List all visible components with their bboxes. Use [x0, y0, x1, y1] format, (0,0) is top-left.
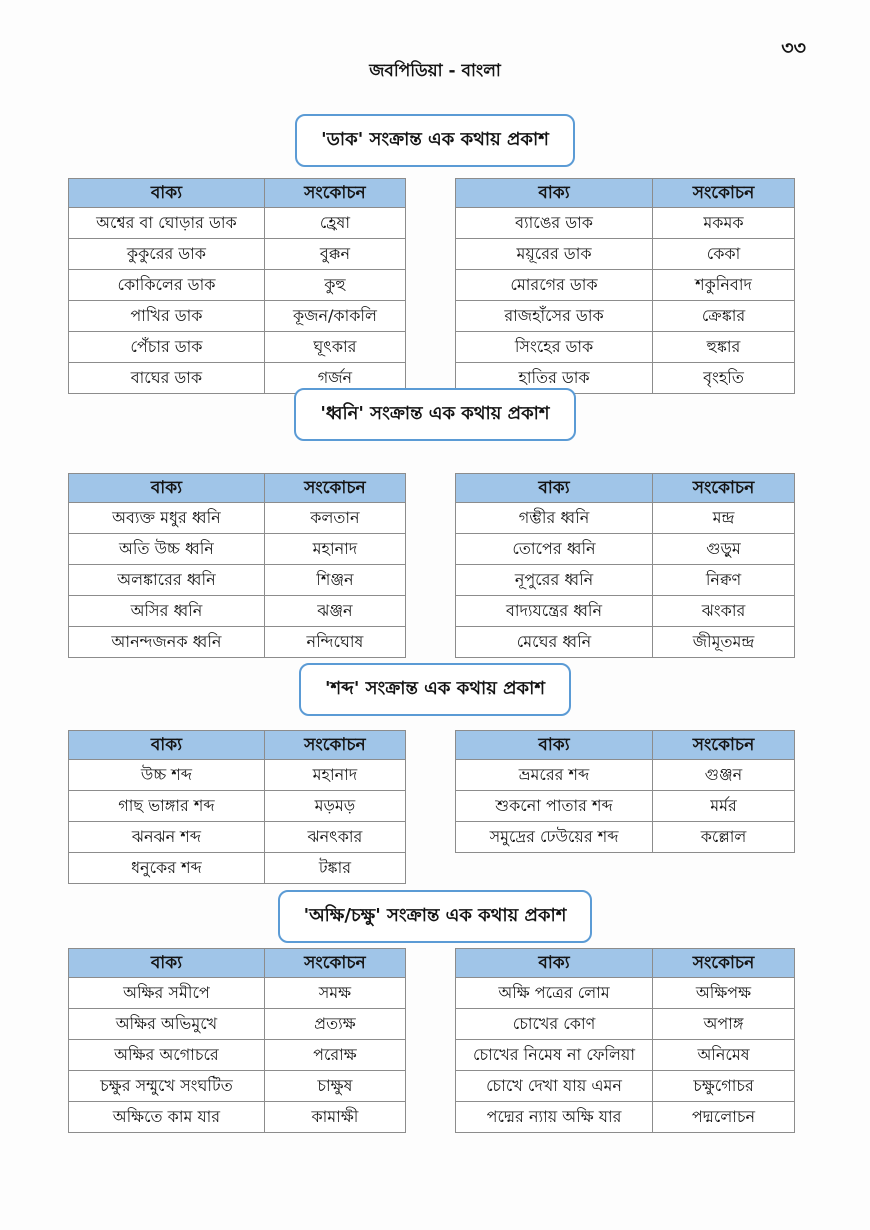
table-row [69, 207, 405, 238]
table-row [69, 1039, 405, 1070]
contraction-cell: গুড়ুম [652, 534, 794, 564]
table-header-row [69, 179, 405, 207]
sentence-cell: ময়ূরের ডাক [516, 244, 592, 264]
contraction-cell: মন্দ্র [652, 503, 794, 533]
table-row [69, 821, 405, 852]
table-header-row [456, 474, 794, 502]
table-row [456, 238, 794, 269]
section-dhwani-heading: 'ধ্বনি' সংক্রান্ত এক কথায় প্রকাশ [294, 388, 575, 441]
contraction-cell: চক্ষুগোচর [652, 1071, 794, 1101]
sentence-cell: গাছ ভাঙ্গার শব্দ [118, 796, 215, 816]
table-body [456, 977, 794, 1132]
dak-table-right [455, 178, 795, 394]
column-header-sentence: বাক্য [538, 477, 570, 498]
column-header-sentence: বাক্য [538, 734, 570, 755]
sentence-cell: চোখের নিমেষ না ফেলিয়া [473, 1045, 635, 1065]
contraction-cell: মড়মড় [264, 791, 405, 821]
table-row [456, 1101, 794, 1132]
contraction-cell: অনিমেষ [652, 1040, 794, 1070]
sentence-cell: অক্ষির সমীপে [123, 983, 210, 1003]
section-okkhi-heading: 'অক্ষি/চক্ষু' সংক্রান্ত এক কথায় প্রকাশ [278, 890, 593, 943]
table-body [456, 207, 794, 393]
contraction-cell: চাক্ষুষ [264, 1071, 405, 1101]
table-body [69, 502, 405, 657]
contraction-cell: ঝঞ্জন [264, 596, 405, 626]
contraction-cell: শকুনিবাদ [652, 270, 794, 300]
table-row [69, 1101, 405, 1132]
contraction-cell: জীমূতমন্দ্র [652, 627, 794, 657]
contraction-cell: পদ্মলোচন [652, 1102, 794, 1132]
table-row [69, 533, 405, 564]
table-row [69, 1070, 405, 1101]
section-dak-heading-row [0, 114, 870, 167]
contraction-cell: মকমক [652, 208, 794, 238]
contraction-cell: অক্ষিপক্ষ [652, 978, 794, 1008]
contraction-cell: কল্লোল [652, 822, 794, 852]
table-body [69, 977, 405, 1132]
column-header-sentence: বাক্য [150, 182, 183, 203]
sentence-cell: চক্ষুর সম্মুখে সংঘটিত [100, 1076, 233, 1096]
dhwani-table-right [455, 473, 795, 658]
sentence-cell: অক্ষি পত্রের লোম [498, 983, 610, 1003]
sentence-cell: আনন্দজনক ধ্বনি [111, 632, 222, 652]
section-dhwani-heading-row [0, 388, 870, 441]
sentence-cell: অতি উচ্চ ধ্বনি [119, 539, 214, 559]
sentence-cell: সমুদ্রের ঢেউয়ের শব্দ [489, 827, 619, 847]
sentence-cell: হাতির ডাক [518, 368, 590, 388]
doc-title: জবপিডিয়া - বাংলা [369, 61, 501, 81]
table-row [456, 595, 794, 626]
contraction-cell: মহানাদ [264, 760, 405, 790]
sentence-cell: শুকনো পাতার শব্দ [495, 796, 613, 816]
table-row [456, 1008, 794, 1039]
table-row [456, 533, 794, 564]
table-header-row [69, 474, 405, 502]
contraction-cell: গর্জন [264, 363, 405, 393]
shobdo-table-left [68, 730, 406, 884]
contraction-cell: পরোক্ষ [264, 1040, 405, 1070]
contraction-cell: কেকা [652, 239, 794, 269]
sentence-cell: পেঁচার ডাক [130, 337, 203, 357]
contraction-cell: বৃংহতি [652, 363, 794, 393]
table-header-row [456, 731, 794, 759]
column-header-contraction: সংকোচন [264, 474, 405, 502]
contraction-cell: কলতান [264, 503, 405, 533]
sentence-cell: কুকুরের ডাক [126, 244, 206, 264]
contraction-cell: হুঙ্কার [652, 332, 794, 362]
sentence-cell: সিংহের ডাক [514, 337, 594, 357]
table-header-row [69, 731, 405, 759]
column-header-contraction: সংকোচন [264, 949, 405, 977]
column-header-sentence: বাক্য [150, 952, 183, 973]
table-row [456, 1039, 794, 1070]
table-row [456, 331, 794, 362]
sentence-cell: ঝনঝন শব্দ [131, 827, 201, 847]
table-header-row [456, 179, 794, 207]
sentence-cell: অশ্বের বা ঘোড়ার ডাক [96, 213, 237, 233]
sentence-cell: অলঙ্কারের ধ্বনি [117, 570, 216, 590]
table-row [69, 238, 405, 269]
table-row [69, 790, 405, 821]
contraction-cell: কামাক্ষী [264, 1102, 405, 1132]
sentence-cell: অক্ষির অগোচরে [114, 1045, 219, 1065]
table-row [69, 564, 405, 595]
contraction-cell: শিঞ্জন [264, 565, 405, 595]
contraction-cell: কূজন/কাকলি [264, 301, 405, 331]
sentence-cell: চোখের কোণ [512, 1014, 596, 1034]
sentence-cell: গম্ভীর ধ্বনি [518, 508, 590, 528]
contraction-cell: অপাঙ্গ [652, 1009, 794, 1039]
dak-table-left [68, 178, 406, 394]
contraction-cell: ঝনৎকার [264, 822, 405, 852]
contraction-cell: গুঞ্জন [652, 760, 794, 790]
table-row [456, 626, 794, 657]
column-header-contraction: সংকোচন [652, 179, 794, 207]
contraction-cell: প্রত্যক্ষ [264, 1009, 405, 1039]
table-row [69, 595, 405, 626]
sentence-cell: কোকিলের ডাক [117, 275, 216, 295]
table-row [69, 300, 405, 331]
table-row [69, 331, 405, 362]
contraction-cell: হ্রেষা [264, 208, 405, 238]
sentence-cell: বাদ্যযন্ত্রের ধ্বনি [505, 601, 603, 621]
sentence-cell: পাখির ডাক [130, 306, 203, 326]
sentence-cell: রাজহাঁসের ডাক [504, 306, 604, 326]
table-row [456, 977, 794, 1008]
contraction-cell: টঙ্কার [264, 853, 405, 883]
table-row [456, 1070, 794, 1101]
okkhi-table-left [68, 948, 406, 1133]
sentence-cell: উচ্চ শব্দ [140, 765, 192, 785]
sentence-cell: ভ্রমরের শব্দ [518, 765, 590, 785]
sentence-cell: নূপুরের ধ্বনি [514, 570, 594, 590]
sentence-cell: অক্ষির অভিমুখে [115, 1014, 218, 1034]
sentence-cell: অসির ধ্বনি [130, 601, 203, 621]
contraction-cell: ক্রেঙ্কার [652, 301, 794, 331]
table-row [69, 852, 405, 883]
sentence-cell: মোরগের ডাক [510, 275, 598, 295]
column-header-contraction: সংকোচন [652, 731, 794, 759]
column-header-contraction: সংকোচন [652, 949, 794, 977]
contraction-cell: কুহু [264, 270, 405, 300]
table-row [69, 269, 405, 300]
sentence-cell: ব্যাঙের ডাক [515, 213, 593, 233]
table-body [456, 759, 794, 852]
section-okkhi-heading-row [0, 890, 870, 943]
table-row [456, 502, 794, 533]
column-header-contraction: সংকোচন [264, 731, 405, 759]
column-header-contraction: সংকোচন [652, 474, 794, 502]
table-row [69, 977, 405, 1008]
table-header-row [69, 949, 405, 977]
sentence-cell: বাঘের ডাক [130, 368, 203, 388]
table-row [69, 1008, 405, 1039]
sentence-cell: মেঘের ধ্বনি [516, 632, 592, 652]
table-row [456, 790, 794, 821]
contraction-cell: নন্দিঘোষ [264, 627, 405, 657]
page-number: ৩৩ [781, 37, 806, 59]
contraction-cell: মহানাদ [264, 534, 405, 564]
table-row [456, 564, 794, 595]
contraction-cell: ঝংকার [652, 596, 794, 626]
sentence-cell: অব্যক্ত মধুর ধ্বনি [112, 508, 221, 528]
section-dak-heading: 'ডাক' সংক্রান্ত এক কথায় প্রকাশ [295, 114, 575, 167]
sentence-cell: পদ্মের ন্যায় অক্ষি যার [486, 1107, 622, 1127]
sentence-cell: ধনুকের শব্দ [131, 858, 202, 878]
dhwani-table-left [68, 473, 406, 658]
sentence-cell: অক্ষিতে কাম যার [112, 1107, 221, 1127]
column-header-sentence: বাক্য [538, 182, 570, 203]
section-shobdo-heading-row [0, 663, 870, 716]
table-row [456, 269, 794, 300]
table-row [456, 759, 794, 790]
table-body [69, 207, 405, 393]
table-row [69, 626, 405, 657]
section-shobdo-heading: 'শব্দ' সংক্রান্ত এক কথায় প্রকাশ [299, 663, 571, 716]
shobdo-table-right [455, 730, 795, 853]
contraction-cell: ঘূৎকার [264, 332, 405, 362]
table-row [456, 821, 794, 852]
sentence-cell: তোপের ধ্বনি [512, 539, 596, 559]
table-body [456, 502, 794, 657]
column-header-contraction: সংকোচন [264, 179, 405, 207]
table-row [456, 300, 794, 331]
table-row [69, 759, 405, 790]
contraction-cell: বুক্কন [264, 239, 405, 269]
okkhi-table-right [455, 948, 795, 1133]
column-header-sentence: বাক্য [150, 477, 183, 498]
contraction-cell: সমক্ষ [264, 978, 405, 1008]
table-header-row [456, 949, 794, 977]
contraction-cell: মর্মর [652, 791, 794, 821]
table-body [69, 759, 405, 883]
table-row [69, 502, 405, 533]
column-header-sentence: বাক্য [538, 952, 570, 973]
sentence-cell: চোখে দেখা যায় এমন [486, 1076, 622, 1096]
column-header-sentence: বাক্য [150, 734, 183, 755]
table-row [456, 207, 794, 238]
contraction-cell: নিক্বণ [652, 565, 794, 595]
